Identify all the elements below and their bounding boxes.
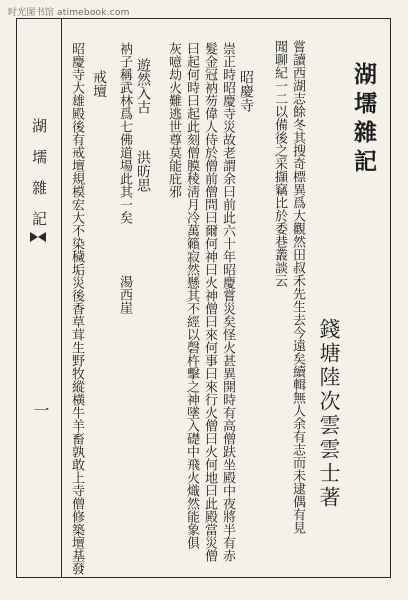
margin-column	[16, 18, 62, 578]
entry-title-extra: 洪昉思	[135, 150, 151, 192]
entry-line: 曰起何時曰起此刻僧膜稜淸月冷萬籟寂然懸其不經以磬杵擊之神墜入礎中飛火熾然能象俱	[184, 42, 199, 549]
preface-line: 聞聊紀一二以備後之采擷竊比於委巷叢談云	[272, 40, 287, 287]
book-title: 湖壖雜記	[350, 62, 377, 178]
margin-title: 湖壖雜記	[30, 118, 48, 242]
entry-line: 崇正時昭慶寺災故老謂余曰前此六十年昭慶嘗災矣怪火甚異開時有高僧趺坐殿中夜將半有赤	[220, 42, 235, 562]
entry-line: 昭慶寺大雄殿後有戒壇規模宏大不染穢垢災後香草茸生野牧縱橫牛羊畜孰敢上寺僧修築壇基發	[69, 42, 84, 575]
entry-line: 灰噫劫火難逃世尊莫能庇邪	[166, 42, 181, 198]
entry-line: 髮金冠衲芴偉人侍於僧前僧問曰爾何神曰火神僧曰來何事曰來行火僧曰火何地曰此殿當災僧	[202, 42, 217, 562]
watermark: 时光图书馆 atimebook.com	[8, 8, 130, 18]
entry-trail: 湯西崖	[117, 275, 132, 314]
entry-title: 戒壇	[91, 70, 107, 98]
margin-page-number: 一	[31, 402, 50, 418]
author-line: 錢塘陸次雲雲士著	[317, 318, 341, 510]
entry-title: 昭慶寺	[238, 70, 254, 112]
preface-line: 嘗讀西湖志餘冬其搜奇標異爲大觀然田叔禾先生去今遠矣續輯無人余有志而未逮偶有見	[290, 40, 305, 534]
entry-title: 遊然入古	[135, 58, 151, 114]
fish-tail-mark	[30, 232, 46, 242]
entry-line: 衲子稱武林爲七佛道場此其一矣	[117, 42, 132, 224]
